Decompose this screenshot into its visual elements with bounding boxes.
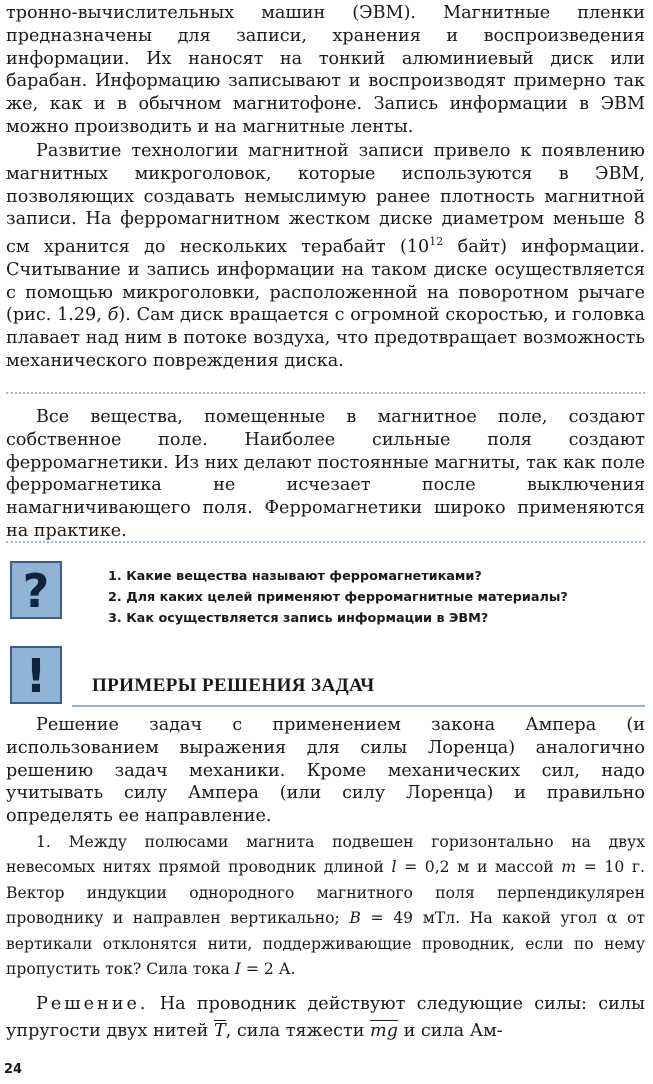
task-text: 1. Между полюсами магнита подвешен горизонтально на двух невесомых нитях прямой проводник длиной <box>6 833 645 877</box>
summary-paragraph: Все вещества, помещенные в магнитное поле, создают собственное поле. Наиболее сильные поля создают ферромагнетики. Из них делают постоянные магниты, так как поле ферромагнетика не исчезает после выключения намагничивающего поля. Ферромагнетики широко применяются на практике. <box>6 407 645 541</box>
question-item: 2. Для каких целей применяют ферромагнитные материалы? <box>108 590 568 605</box>
page-number: 24 <box>4 1062 23 1077</box>
task-text: = 0,2 м и массой <box>396 858 562 877</box>
solution-text: , сила тяжести <box>225 1021 371 1041</box>
vector-mg: $\overline{mg}$ <box>370 1021 398 1041</box>
section-heading: ПРИМЕРЫ РЕШЕНИЯ ЗАДАЧ <box>92 675 375 696</box>
exclamation-icon <box>10 646 62 704</box>
exclamation-mark-glyph: ! <box>25 649 47 703</box>
question-icon <box>10 561 62 619</box>
task-text: = 10 г. Вектор индукции однородного магнитного поля перпендикулярен проводнику и направлен вертикально; <box>6 858 645 928</box>
solution-text: На проводник действуют следующие силы: силы упругости двух нитей <box>6 994 645 1041</box>
var-i: I <box>234 960 241 979</box>
question-item: 1. Какие вещества называют ферромагнетиками? <box>108 569 482 584</box>
task-text: = 49 мТл. На какой угол α от вертикали отклонятся нити, поддерживающие проводник, если по нему пропустить ток? Сила тока <box>6 909 645 979</box>
question-list <box>108 566 568 629</box>
var-l: l <box>391 858 397 877</box>
paragraph-storage: тронно-вычислительных машин (ЭВМ). Магнитные пленки предназначены для записи, хранения и воспроизведения информации. Их наносят на тонкий алюминиевый диск или барабан. Информацию записывают и воспроизводят примерно так же, как и в обычном магнитофоне. Запись информации в ЭВМ можно производить и на магнитные ленты. <box>6 3 645 137</box>
paragraph-microheads-part1: Развитие технологии магнитной записи привело к появлению магнитных микроголовок, которые используются в ЭВМ, позволяющих создавать немыслимую ранее плотность магнитной записи. На ферромагнитном жестком диске диаметром меньше 8 см хранится до нескольких терабайт (10 <box>6 141 645 258</box>
paragraph-microheads-part3: ). Сам диск вращается с огромной скоростью, и головка плавает над ним в потоке воздуха, что предотвращает возможность механического повреждения диска. <box>6 305 645 372</box>
solution-paragraph <box>6 991 645 1045</box>
paragraph-microheads-part2: байт) информации. Считывание и запись информации на таком диске осуществляется с помощью микроголовки, расположенной на поворотном рычаге (рис. 1.29, <box>6 237 645 326</box>
var-b: B <box>349 909 361 928</box>
divider-bottom <box>6 541 645 543</box>
task-paragraph <box>6 830 645 982</box>
exponent: 12 <box>429 235 444 249</box>
solution-text: и сила Ам- <box>398 1021 503 1041</box>
var-m: m <box>561 858 577 877</box>
paragraph-microheads <box>6 140 645 373</box>
question-item: 3. Как осуществляется запись информации в ЭВМ? <box>108 611 489 626</box>
question-mark-glyph: ? <box>22 564 50 618</box>
vector-t: $\overline{T}$ <box>213 1021 226 1041</box>
heading-underline <box>72 705 645 707</box>
solution-label: Решение. <box>36 994 149 1014</box>
divider-top <box>6 392 645 394</box>
task-text: = 2 А. <box>240 960 296 979</box>
intro-paragraph: Решение задач с применением закона Ампера (и использованием выражения для силы Лоренца) аналогично решению задач механики. Кроме механических сил, надо учитывать силу Ампера (или силу Лоренца) и правильно определять ее направление. <box>6 715 645 827</box>
figure-letter: б <box>107 305 119 326</box>
